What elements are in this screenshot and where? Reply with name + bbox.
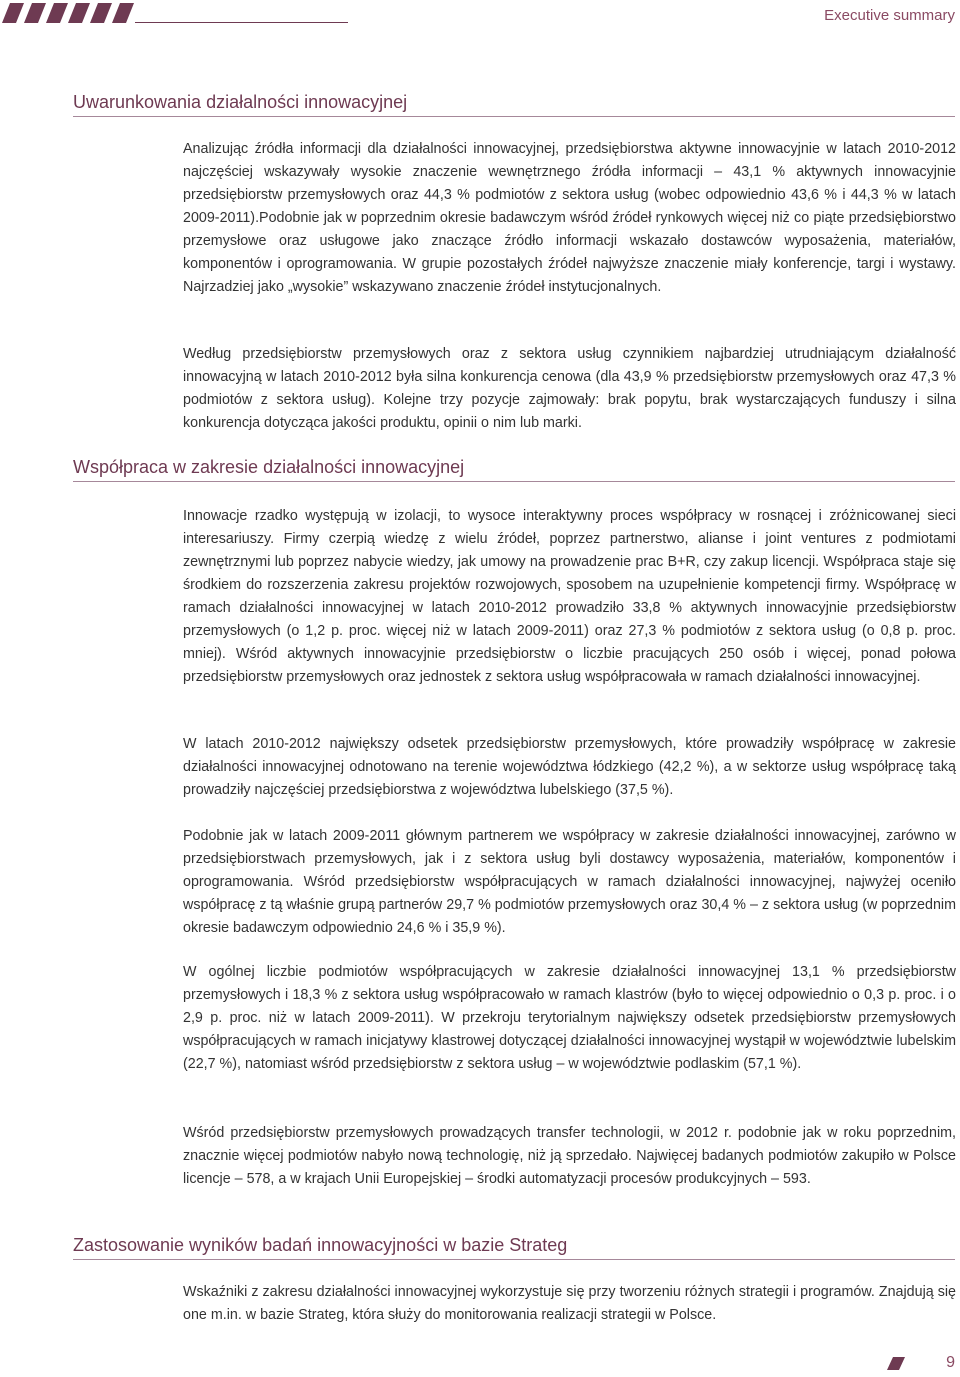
paragraph: W ogólnej liczbie podmiotów współpracujących w zakresie działalności innowacyjnej 13,1 % przedsiębiorstw przemysłowych i 18,3 % z sektora usług współpracowało w ramach klastrów (było to więcej odpowiednio o 0,3 p. proc. i o 2,9 p. proc. niż w latach 2009-2011). W przekroju terytorialnym największy odsetek przedsiębiorstw przemysłowych współpracujących w ramach inicjatywy klastrowej dotyczącej działalności innowacyjnej wystąpił w województwie lubelskim (22,7 %), natomiast wśród przedsiębiorstw z sektora usług – w województwie podlaskim (57,1 %). <box>183 964 956 1072</box>
section-heading-wspolpraca: Współpraca w zakresie działalności innowacyjnej <box>73 457 955 482</box>
page-number: 9 <box>946 1354 955 1371</box>
header-rule <box>135 22 348 23</box>
section-heading-zastosowanie: Zastosowanie wyników badań innowacyjności w bazie Strateg <box>73 1235 955 1260</box>
paragraph: Wskaźniki z zakresu działalności innowacyjnej wykorzystuje się przy tworzeniu różnych strategii i programów. Znajdują się one m.in. w bazie Strateg, która służy do monitorowania realizacji strategii w Polsce. <box>183 1284 956 1323</box>
paragraph: Innowacje rzadko występują w izolacji, to wysoce interaktywny proces współpracy w rosnącej i zróżnicowanej sieci interesariuszy. Firmy czerpią wiedzę z wielu źródeł, poprzez partnerstwo, alianse i joint ventures z podmiotami zewnętrznymi lub poprzez nabycie wiedzy, jak umowy na prowadzenie prac B+R, czy zakup licencji. Współpraca staje się środkiem do rozszerzenia zakresu projektów rozwojowych, sposobem na uzupełnienie kompetencji firmy. Współpracę w ramach działalności innowacyjnej w latach 2010-2012 prowadziło 33,8 % aktywnych innowacyjnie przedsiębiorstw przemysłowych (o 1,2 p. proc. więcej niż w latach 2009-2011) oraz 27,3 % podmiotów z sektora usług (o 0,8 p. proc. mniej). Wśród aktywnych innowacyjnie przedsiębiorstw o liczbie pracujących 250 osób i więcej, ponad połowa przedsiębiorstw przemysłowych oraz jednostek z sektora usług współpracowała w ramach działalności innowacyjnej. <box>183 508 956 685</box>
paragraph: W latach 2010-2012 największy odsetek przedsiębiorstw przemysłowych, które prowadziły współpracę w zakresie działalności innowacyjnej odnotowano na terenie województwa łódzkiego (42,2 %), a w sektorze usług współpracę taką prowadziły najczęściej przedsiębiorstwa z województwa lubelskiego (37,5 %). <box>183 736 956 798</box>
paragraph: Podobnie jak w latach 2009-2011 głównym partnerem we współpracy w zakresie działalności innowacyjnej, zarówno w przedsiębiorstwach przemysłowych, jak i z sektora usług byli dostawcy wyposażenia, materiałów, komponentów i oprogramowania. Wśród przedsiębiorstw współpracujących w ramach działalności innowacyjnej, najwyżej oceniło współpracę z tą właśnie grupą partnerów 29,7 % podmiotów przemysłowych oraz 30,4 % – z sektora usług (w poprzednim okresie badawczym odpowiednio 24,6 % i 35,9 %). <box>183 828 956 936</box>
header-stripes-decoration <box>0 3 135 23</box>
paragraph: Analizując źródła informacji dla działalności innowacyjnej, przedsiębiorstwa aktywne innowacyjnie w latach 2010-2012 najczęściej wskazywały wysokie znaczenie wewnętrznego źródła informacji – 43,1 % aktywnych innowacyjnie przedsiębiorstw przemysłowych oraz 44,3 % podmiotów z sektora usług (wobec odpowiednio 43,6 % i 44,3 % w latach 2009-2011).Podobnie jak w poprzednim okresie badawczym wśród źródeł rynkowych więcej niż co piąte przedsiębiorstwo przemysłowe oraz usługowe jako znaczące źródło informacji wskazało dostawców wyposażenia, materiałów, komponentów i oprogramowania. W grupie pozostałych źródeł najwyższe znaczenie miały konferencje, targi i wystawy. Najrzadziej jako „wysokie” wskazywano znaczenie źródeł instytucjonalnych. <box>183 141 956 295</box>
running-header-title: Executive summary <box>824 7 955 24</box>
paragraph: Według przedsiębiorstw przemysłowych oraz z sektora usług czynnikiem najbardziej utrudniającym działalność innowacyjną w latach 2010-2012 była silna konkurencja cenowa (dla 43,9 % przedsiębiorstw przemysłowych oraz 47,3 % podmiotów z sektora usług). Kolejne trzy pozycje zajmowały: brak popytu, brak wystarczających funduszy i silna konkurencja dotycząca jakości produktu, opinii o nim lub marki. <box>183 346 956 431</box>
footer-slash-decoration <box>887 1357 905 1370</box>
section-heading-uwarunkowania: Uwarunkowania działalności innowacyjnej <box>73 92 955 117</box>
paragraph: Wśród przedsiębiorstw przemysłowych prowadzących transfer technologii, w 2012 r. podobnie jak w roku poprzednim, znacznie więcej podmiotów nabyło nową technologię, niż ją sprzedało. Najwięcej badanych podmiotów zakupiło w Polsce licencje – 578, a w krajach Unii Europejskiej – środki automatyzacji procesów produkcyjnych – 593. <box>183 1125 956 1187</box>
